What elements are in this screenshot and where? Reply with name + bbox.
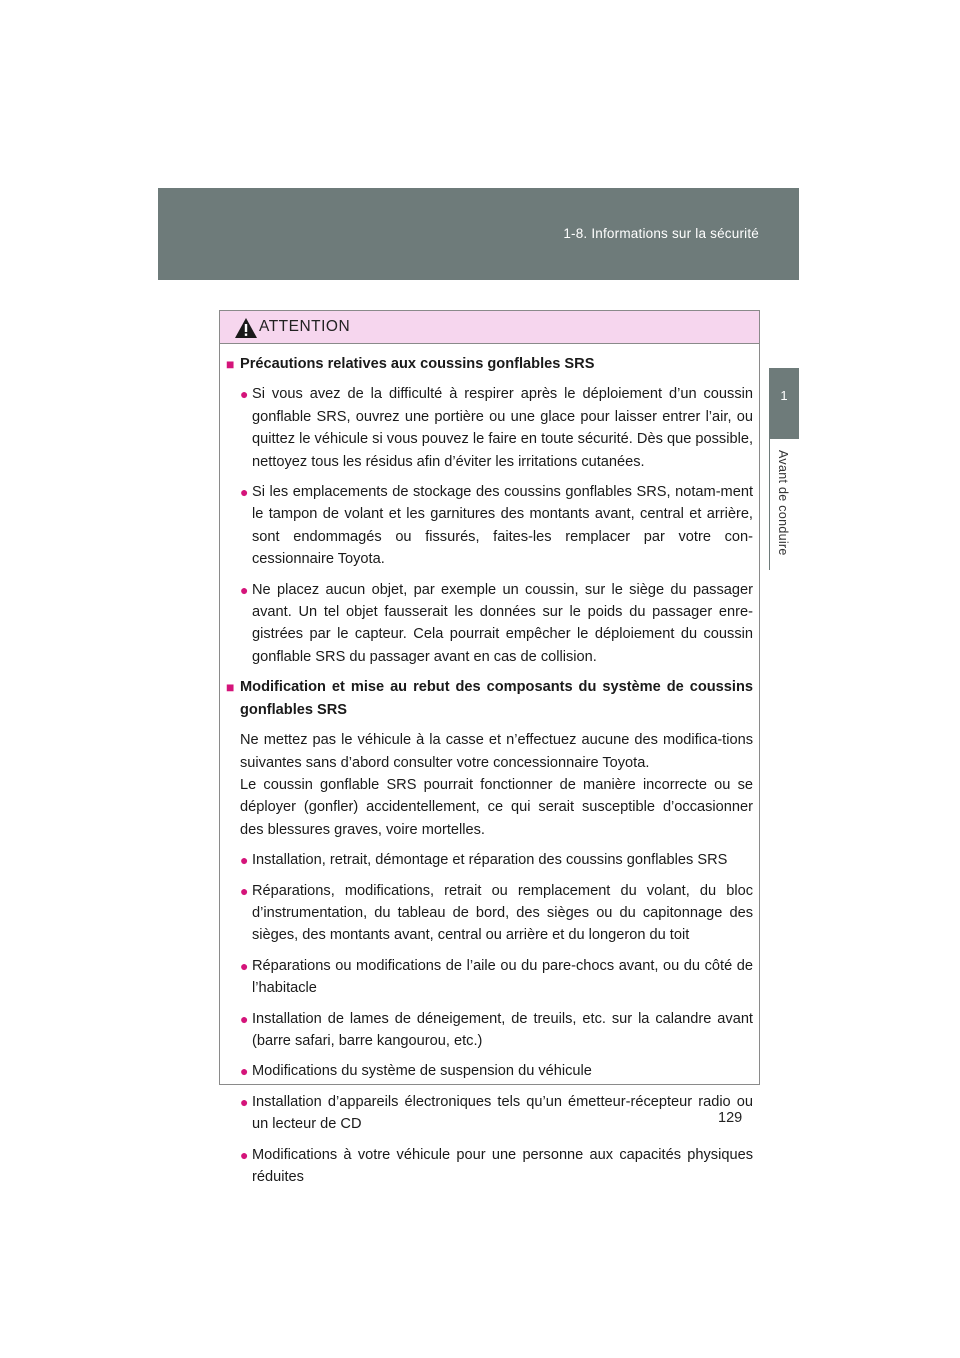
caution-title: ATTENTION: [259, 318, 351, 335]
caution-header: [220, 311, 759, 344]
list-item-text: Installation, retrait, démontage et réparation des coussins gonflables SRS: [252, 852, 728, 869]
chapter-tab: [769, 368, 799, 439]
list-item: [240, 579, 753, 669]
section-header-band: [158, 188, 799, 280]
round-bullet-icon: ●: [240, 1010, 249, 1027]
list-item: [240, 481, 753, 571]
list-item-text: Réparations ou modifications de l’aile ou du pare-chocs avant, ou du côté de l’habitacle: [252, 957, 753, 997]
list-item: [240, 849, 753, 871]
list-item-text: Installation d’appareils électroniques tels qu’un émetteur-récepteur radio ou un lecteur de CD: [252, 1093, 753, 1133]
list-item: [240, 1091, 753, 1136]
round-bullet-icon: ●: [240, 484, 249, 501]
square-bullet-icon: ■: [226, 679, 235, 696]
caution-body: [220, 344, 759, 1188]
paragraph: Ne mettez pas le véhicule à la casse et n’effectuez aucune des modifica-tions suivantes sans d’abord consulter votre concessionnaire Toyota.: [240, 732, 753, 771]
round-bullet-icon: ●: [240, 957, 249, 974]
list-item: [240, 880, 753, 947]
round-bullet-icon: ●: [240, 581, 249, 598]
list-item-text: Réparations, modifications, retrait ou remplacement du volant, du bloc d’instrumentation, du tableau de bord, des sièges ou du capitonnage des sièges, des montants avant, central ou arrière et du longeron du toit: [252, 882, 753, 944]
warning-triangle-icon: [234, 317, 258, 339]
section-heading-text: Précautions relatives aux coussins gonflables SRS: [240, 356, 595, 372]
list-item-text: Si les emplacements de stockage des coussins gonflables SRS, notam-ment le tampon de volant et les garnitures des montants avant, central et arrière, sont endommagés ou fissurés, faites-les remplacer par votre con-cessionnaire Toyota.: [252, 484, 753, 568]
list-item-text: Si vous avez de la difficulté à respirer après le déploiement d’un coussin gonflable SRS, ouvrez une portière ou une glace pour laisser entrer l’air, ou quittez le véhicule si vous pouvez le faire en toute sécurité. Dès que possible, nettoyez tous les résidus afin d’éviter les irritations cutanées.: [252, 386, 753, 470]
list-item: [240, 1144, 753, 1189]
section-heading-text: Modification et mise au rebut des composants du système de coussins gonflables SRS: [240, 679, 753, 718]
chapter-label: Avant de conduire: [776, 450, 790, 556]
round-bullet-icon: ●: [240, 882, 249, 899]
round-bullet-icon: ●: [240, 1146, 249, 1163]
page-number: 129: [718, 1110, 743, 1126]
chapter-number: 1: [780, 388, 788, 403]
list-item: [240, 383, 753, 473]
round-bullet-icon: ●: [240, 386, 249, 403]
list-item: [240, 955, 753, 1000]
section-heading: [226, 353, 753, 375]
list-item: [240, 1060, 753, 1082]
list-item-text: Ne placez aucun objet, par exemple un coussin, sur le siège du passager avant. Un tel objet fausserait les données sur le poids du passager enre-gistrées par le capteur. Cela pourrait empêcher le déploiement du coussin gonflable SRS du passager avant en cas de collision.: [252, 581, 753, 665]
list-item-text: Modifications à votre véhicule pour une personne aux capacités physiques réduites: [252, 1146, 753, 1185]
list-item-text: Modifications du système de suspension du véhicule: [252, 1063, 592, 1080]
section-heading: [226, 676, 753, 721]
square-bullet-icon: ■: [226, 356, 235, 372]
round-bullet-icon: ●: [240, 1063, 249, 1080]
round-bullet-icon: ●: [240, 852, 249, 869]
list-item-text: Installation de lames de déneigement, de treuils, etc. sur la calandre avant (barre safari, barre kangourou, etc.): [252, 1010, 753, 1049]
section-title: 1-8. Informations sur la sécurité: [563, 226, 759, 241]
list-item: [240, 1008, 753, 1053]
round-bullet-icon: ●: [240, 1093, 249, 1110]
paragraph: Le coussin gonflable SRS pourrait fonctionner de manière incorrecte ou se déployer (gonfler) accidentellement, ce qui serait susceptible d’occasionner des blessures graves, voire mortelles.: [240, 776, 753, 838]
